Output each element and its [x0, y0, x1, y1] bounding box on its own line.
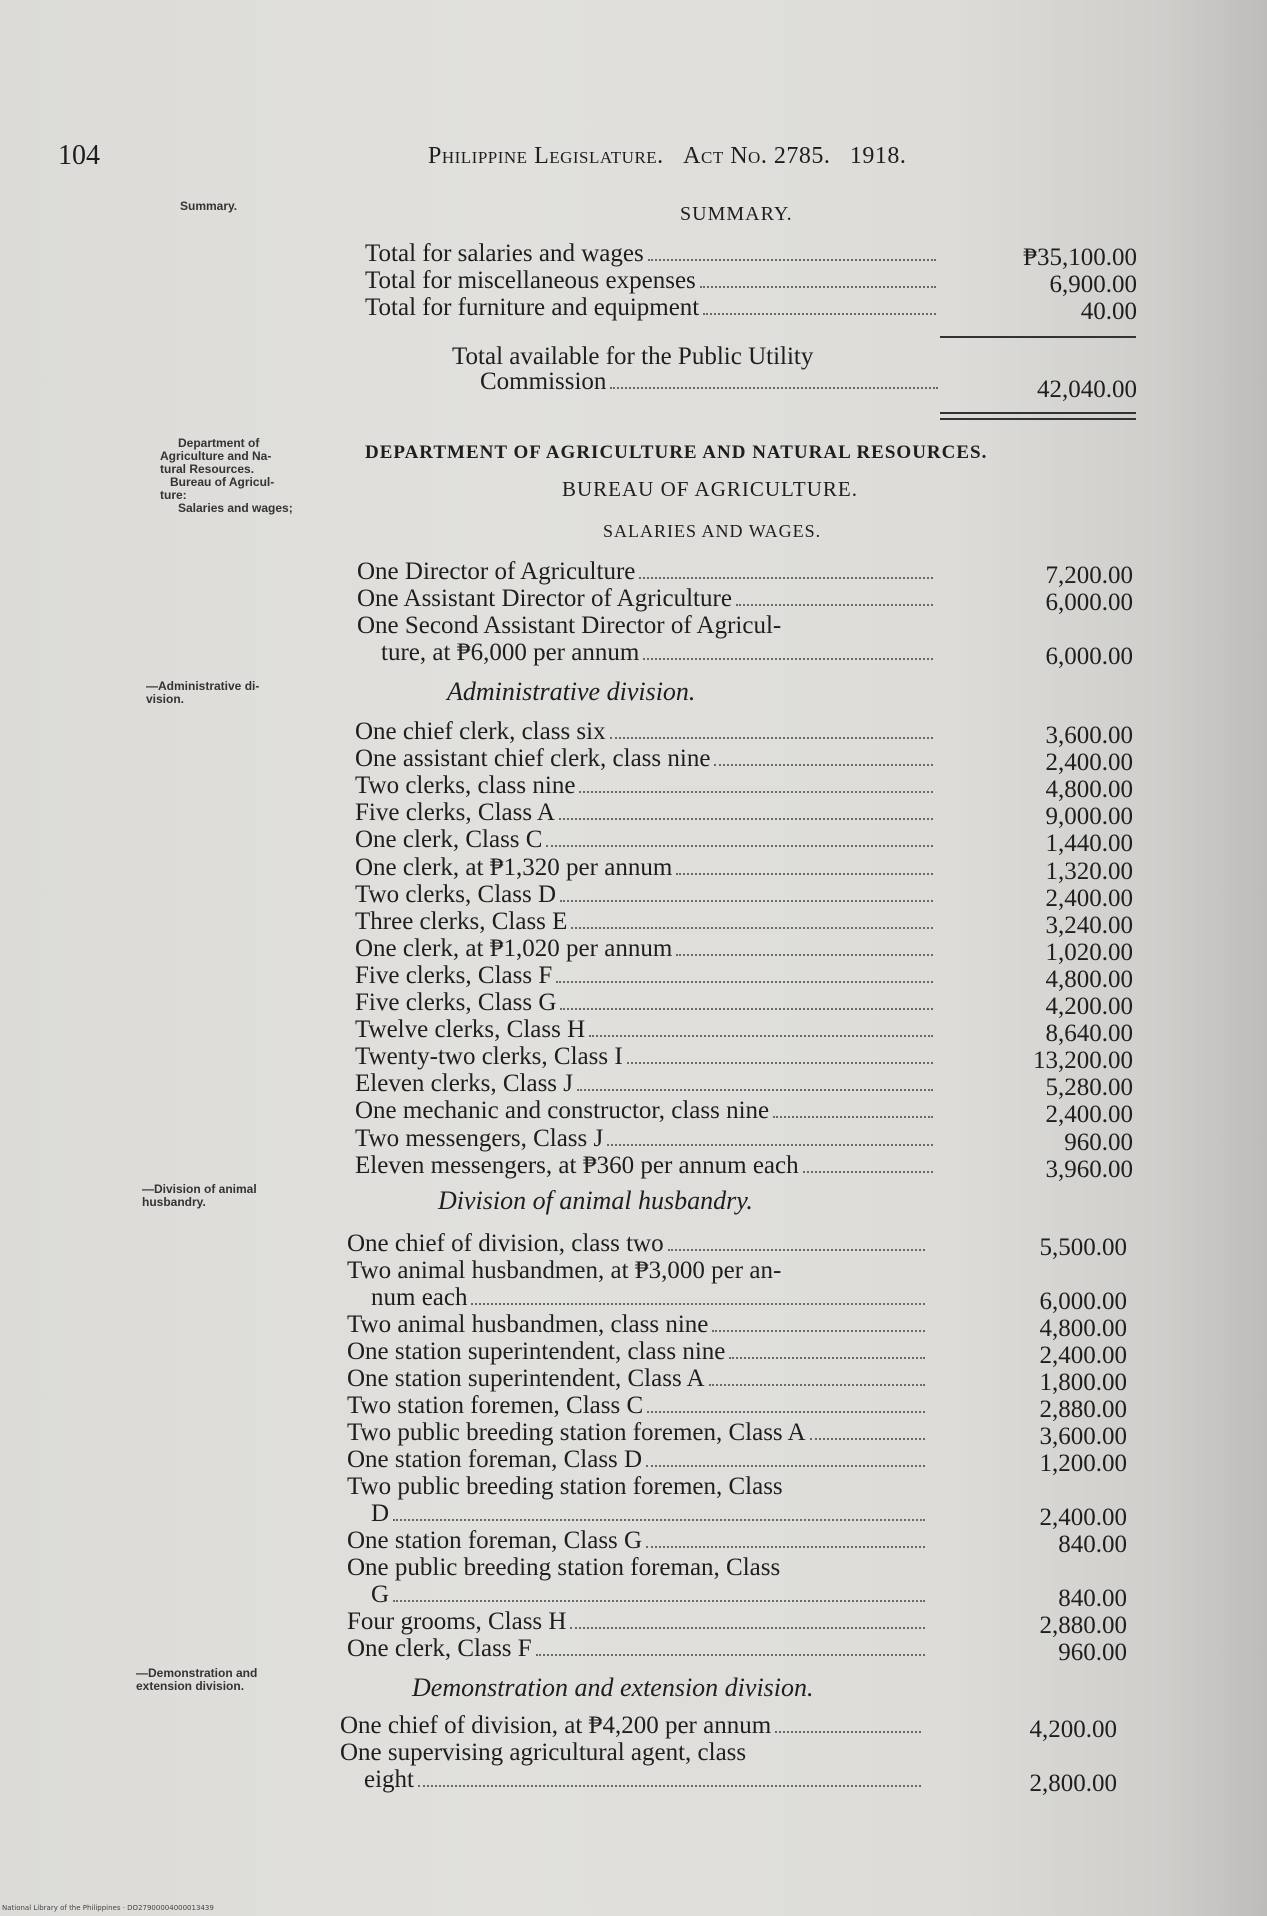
- entry-row: [371, 1284, 929, 1311]
- entry-amount: 840.00: [1058, 1531, 1127, 1558]
- entry-row: [357, 585, 937, 612]
- entry-row: [355, 745, 937, 772]
- leader-dots: [700, 285, 936, 288]
- margin-note-dept: [160, 437, 348, 515]
- entry-row: [347, 1311, 929, 1338]
- margin-line: Bureau of Agricul-: [170, 475, 275, 489]
- entry-row: [365, 240, 940, 267]
- leader-dots: [556, 980, 933, 983]
- leader-dots: [648, 258, 936, 261]
- margin-line: Agriculture and Na-: [160, 449, 272, 463]
- leader-dots: [589, 1034, 933, 1037]
- entry-label: One assistant chief clerk, class nine: [355, 745, 711, 773]
- summary-total-amount: 42,040.00: [1037, 376, 1137, 403]
- entry-amount: 5,280.00: [1045, 1074, 1133, 1102]
- entry-row: [355, 1152, 937, 1179]
- entry-label: One mechanic and constructor, class nine: [355, 1097, 770, 1125]
- entry-amount: 1,320.00: [1045, 857, 1133, 885]
- salaries-heading: SALARIES AND WAGES.: [603, 521, 822, 541]
- entry-row: [355, 908, 937, 935]
- entry-row: [340, 1712, 925, 1739]
- margin-line: vision.: [146, 692, 185, 706]
- leader-dots: [703, 312, 936, 315]
- leader-dots: [712, 1329, 925, 1332]
- entry-label: One clerk, Class C: [355, 826, 543, 854]
- leader-dots: [803, 1170, 933, 1173]
- margin-line: —Demonstration and: [136, 1666, 258, 1680]
- entry-row: [347, 1230, 929, 1257]
- margin-note-demo: [136, 1667, 257, 1693]
- entry-row: [381, 639, 937, 666]
- leader-dots: [643, 657, 933, 660]
- leader-dots: [646, 1464, 925, 1467]
- entry-row: [355, 1016, 937, 1043]
- entry-label: Total for salaries and wages: [365, 240, 644, 267]
- leader-dots: [570, 1626, 925, 1629]
- entry-amount: ₱35,100.00: [1023, 244, 1137, 271]
- margin-line: ture:: [160, 488, 187, 502]
- entry-label: Two clerks, Class D: [355, 880, 557, 908]
- entry-row: [371, 1581, 929, 1608]
- entry-label: One Director of Agriculture: [357, 558, 636, 585]
- entry-label: One clerk, at ₱1,020 per annum: [355, 934, 673, 962]
- page-number: 104: [58, 140, 100, 171]
- entry-amount: 2,400.00: [1039, 1342, 1127, 1369]
- entry-row: [355, 799, 937, 826]
- entry-amount: 1,440.00: [1045, 830, 1133, 858]
- entry-label: Total for miscellaneous expenses: [365, 267, 696, 294]
- leader-dots: [647, 1410, 925, 1413]
- total-double-rule-top: [940, 412, 1136, 414]
- leader-dots: [393, 1518, 925, 1521]
- entry-row: [355, 1070, 937, 1097]
- entry-label: One Assistant Director of Agriculture: [357, 585, 732, 612]
- entry-amount: 6,000.00: [1045, 589, 1133, 616]
- entry-label: Two animal husbandmen, class nine: [347, 1311, 709, 1338]
- entry-amount: 3,960.00: [1045, 1155, 1133, 1183]
- entry-amount: 960.00: [1064, 1128, 1133, 1156]
- entry-amount: 3,600.00: [1039, 1423, 1127, 1450]
- entry-row: [371, 1500, 929, 1527]
- leader-dots: [610, 736, 933, 739]
- entry-label: Five clerks, Class F: [355, 961, 553, 989]
- entry-amount: 840.00: [1058, 1585, 1127, 1612]
- entry-amount: 2,400.00: [1045, 749, 1133, 777]
- entry-row: [355, 881, 937, 908]
- entry-amount: 5,500.00: [1039, 1234, 1127, 1261]
- entry-label: Eleven clerks, Class J: [355, 1070, 574, 1098]
- leader-dots: [627, 1061, 933, 1064]
- entry-row: [347, 1446, 929, 1473]
- footer-note: National Library of the Philippines · DO27900004000013439: [2, 1904, 214, 1912]
- entry-amount: 13,200.00: [1033, 1047, 1133, 1075]
- entry-row: [355, 1125, 937, 1152]
- entry-label: Twenty-two clerks, Class I: [355, 1043, 623, 1071]
- entry-label: Two messengers, Class J: [355, 1124, 604, 1152]
- entry-row: [355, 935, 937, 962]
- entry-label: One chief clerk, class six: [355, 718, 606, 745]
- entry-row: [355, 989, 937, 1016]
- entry-amount: 1,800.00: [1039, 1369, 1127, 1396]
- entry-amount: 4,800.00: [1039, 1315, 1127, 1342]
- entry-line-first: One Second Assistant Director of Agricul-: [357, 612, 782, 639]
- entry-amount: 8,640.00: [1045, 1020, 1133, 1048]
- summary-total-line1: Total available for the Public Utility: [452, 343, 814, 370]
- entry-label: One chief of division, class two: [347, 1230, 664, 1257]
- subtotal-rule: [940, 336, 1136, 338]
- leader-dots: [559, 817, 933, 820]
- summary-total-line2: [480, 368, 942, 395]
- entry-amount: 960.00: [1058, 1639, 1127, 1666]
- entry-label: Five clerks, Class G: [355, 989, 557, 1016]
- margin-note-animal: [142, 1183, 257, 1209]
- entry-amount: 6,900.00: [1049, 271, 1137, 298]
- total-double-rule-bottom: [940, 418, 1136, 420]
- margin-line: —Administrative di-: [146, 679, 260, 693]
- leader-dots: [714, 763, 933, 766]
- entry-label: One station foreman, Class D: [347, 1446, 643, 1473]
- animal-heading: Division of animal husbandry.: [438, 1186, 753, 1215]
- summary-heading: SUMMARY.: [680, 203, 793, 225]
- summary-total-label: Commission: [480, 368, 607, 395]
- entry-row: [364, 1766, 925, 1793]
- entry-row: [355, 718, 937, 745]
- entry-label: Five clerks, Class A: [355, 799, 555, 827]
- entry-label: Three clerks, Class E: [355, 907, 568, 935]
- entry-row: [347, 1635, 929, 1662]
- bureau-heading: BUREAU OF AGRICULTURE.: [562, 477, 859, 501]
- leader-dots: [736, 603, 933, 606]
- entry-row: [355, 1097, 937, 1124]
- entry-amount: 1,020.00: [1045, 938, 1133, 966]
- entry-row: [365, 267, 940, 294]
- entry-amount: 4,200.00: [1045, 993, 1133, 1020]
- entry-amount: 2,400.00: [1039, 1504, 1127, 1531]
- entry-row: [365, 294, 940, 321]
- leader-dots: [729, 1356, 925, 1359]
- leader-dots: [639, 576, 933, 579]
- leader-dots: [418, 1784, 921, 1787]
- margin-note-admin: [146, 680, 259, 706]
- entry-label: One chief of division, at ₱4,200 per annum: [340, 1712, 772, 1739]
- entry-label: Twelve clerks, Class H: [355, 1016, 586, 1044]
- running-header: [428, 143, 906, 170]
- entry-label: ture, at ₱6,000 per annum: [381, 639, 640, 666]
- leader-dots: [560, 1007, 933, 1010]
- margin-line: Salaries and wages;: [178, 501, 293, 515]
- leader-dots: [709, 1383, 925, 1386]
- leader-dots: [676, 953, 933, 956]
- leader-dots: [560, 899, 933, 902]
- margin-line: Department of: [178, 436, 260, 450]
- leader-dots: [571, 926, 933, 929]
- leader-dots: [471, 1302, 925, 1305]
- entry-row: [347, 1608, 929, 1635]
- leader-dots: [393, 1599, 925, 1602]
- leader-dots: [610, 386, 938, 389]
- header-act: Act No. 2785.: [683, 143, 831, 169]
- entry-amount: 6,000.00: [1039, 1288, 1127, 1315]
- entry-line-first: Two animal husbandmen, at ₱3,000 per an-: [347, 1257, 782, 1284]
- entry-amount: 7,200.00: [1045, 562, 1133, 589]
- entry-line-first: One public breeding station foreman, Class: [347, 1554, 781, 1581]
- margin-line: —Division of animal: [142, 1182, 257, 1196]
- leader-dots: [546, 844, 933, 847]
- leader-dots: [676, 872, 933, 875]
- entry-label: Two station foremen, Class C: [347, 1392, 644, 1419]
- entry-label: One clerk, Class F: [347, 1635, 532, 1662]
- margin-line: extension division.: [136, 1679, 245, 1693]
- entry-amount: 4,800.00: [1045, 965, 1133, 993]
- entry-row: [355, 962, 937, 989]
- entry-amount: 2,880.00: [1039, 1612, 1127, 1639]
- entry-amount: 3,240.00: [1045, 911, 1133, 939]
- entry-label: Two public breeding station foremen, Class A: [347, 1419, 806, 1446]
- entry-amount: 4,200.00: [1029, 1716, 1117, 1743]
- entry-amount: 4,800.00: [1045, 776, 1133, 804]
- entry-label: One station foreman, Class G: [347, 1527, 643, 1554]
- entry-amount: 2,400.00: [1045, 1101, 1133, 1129]
- entry-label: Total for furniture and equipment: [365, 294, 700, 321]
- entry-label: D: [371, 1500, 390, 1527]
- entry-label: Eleven messengers, at ₱360 per annum each: [355, 1151, 799, 1179]
- admin-heading: Administrative division.: [447, 677, 696, 706]
- margin-line: husbandry.: [142, 1195, 206, 1209]
- entry-row: [357, 558, 937, 585]
- entry-label: num each: [371, 1284, 468, 1311]
- entry-row: [347, 1365, 929, 1392]
- entry-amount: 2,880.00: [1039, 1396, 1127, 1423]
- entry-amount: 3,600.00: [1045, 722, 1133, 749]
- entry-line-first: One supervising agricultural agent, class: [340, 1739, 747, 1766]
- entry-label: G: [371, 1581, 390, 1608]
- entry-label: One clerk, at ₱1,320 per annum: [355, 853, 673, 881]
- entry-row: [355, 854, 937, 881]
- leader-dots: [536, 1653, 925, 1656]
- leader-dots: [810, 1437, 925, 1440]
- entry-label: One station superintendent, Class A: [347, 1365, 705, 1392]
- entry-amount: 9,000.00: [1045, 803, 1133, 831]
- entry-amount: 40.00: [1080, 298, 1137, 325]
- margin-line: tural Resources.: [160, 462, 255, 476]
- entry-amount: 2,400.00: [1045, 884, 1133, 912]
- leader-dots: [577, 1088, 933, 1091]
- entry-label: eight: [364, 1766, 414, 1793]
- entry-amount: 2,800.00: [1029, 1770, 1117, 1797]
- entry-amount: 6,000.00: [1045, 643, 1133, 670]
- entry-row: [347, 1338, 929, 1365]
- leader-dots: [646, 1545, 925, 1548]
- entry-row: [347, 1392, 929, 1419]
- demo-heading: Demonstration and extension division.: [412, 1673, 814, 1702]
- entry-label: Four grooms, Class H: [347, 1608, 567, 1635]
- entry-row: [355, 1043, 937, 1070]
- leader-dots: [668, 1248, 925, 1251]
- leader-dots: [607, 1143, 933, 1146]
- entry-row: [355, 772, 937, 799]
- entry-row: [347, 1419, 929, 1446]
- leader-dots: [579, 790, 933, 793]
- entry-label: One station superintendent, class nine: [347, 1338, 726, 1365]
- entry-row: [355, 826, 937, 853]
- header-year: 1918.: [849, 143, 907, 169]
- margin-note-summary: Summary.: [180, 199, 238, 213]
- entry-line-first: Two public breeding station foremen, Class: [347, 1473, 783, 1500]
- entry-amount: 1,200.00: [1039, 1450, 1127, 1477]
- header-title: Philippine Legislature.: [428, 143, 664, 169]
- entry-row: [347, 1527, 929, 1554]
- entry-label: Two clerks, class nine: [355, 772, 576, 800]
- leader-dots: [773, 1115, 933, 1118]
- dept-heading: DEPARTMENT OF AGRICULTURE AND NATURAL RESOURCES.: [365, 442, 988, 463]
- leader-dots: [775, 1730, 921, 1733]
